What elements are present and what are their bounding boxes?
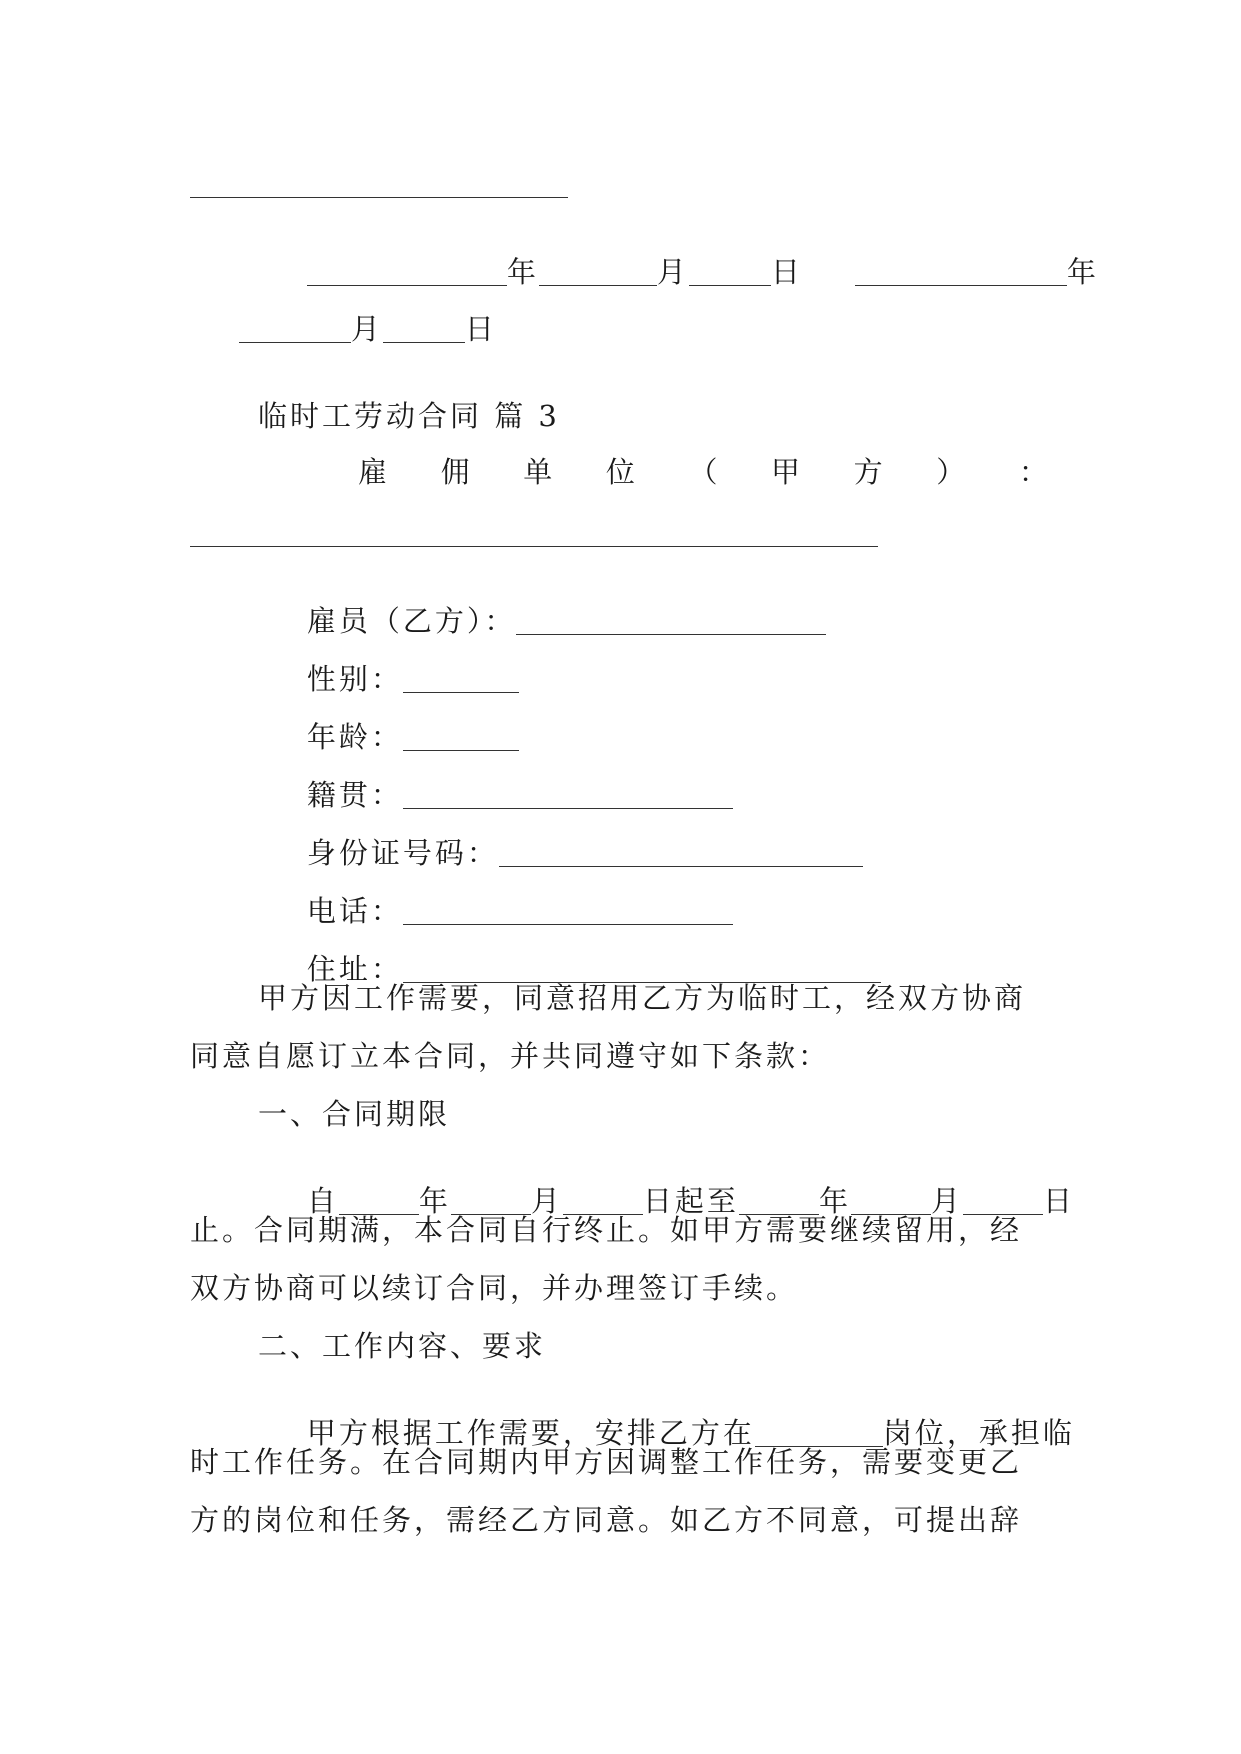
phone-label: 电话： — [306, 894, 403, 928]
section-2-heading: 二、工作内容、要求 — [258, 1329, 547, 1363]
blank — [403, 692, 519, 693]
gender-label: 性别： — [306, 662, 403, 696]
date-line-1b — [806, 229, 1099, 316]
blank — [539, 285, 657, 286]
text: 日起至 — [642, 1184, 739, 1218]
text: 月 — [930, 1184, 963, 1218]
employer-char: 单 — [523, 455, 553, 489]
work-line-3: 方的岗位和任务，需经乙方同意。如乙方不同意，可提出辞 — [190, 1503, 1023, 1537]
text: 岗位，承担临 — [882, 1416, 1075, 1450]
month-label: 月 — [656, 255, 689, 289]
term-line-2: 止。合同期满，本合同自行终止。如甲方需要继续留用，经 — [190, 1213, 1023, 1247]
blank — [516, 634, 826, 635]
blank — [499, 866, 863, 867]
day-label: 日 — [464, 312, 497, 346]
blank — [855, 285, 1067, 286]
text: 月 — [530, 1184, 563, 1218]
employer-label — [358, 455, 1048, 489]
employer-char: 雇 — [358, 455, 388, 489]
blank — [403, 750, 519, 751]
employer-blank-line — [190, 546, 878, 547]
intro-line-2: 同意自愿订立本合同，并共同遵守如下条款： — [190, 1039, 831, 1073]
blank — [403, 924, 733, 925]
text: 自 — [306, 1184, 339, 1218]
contract-title: 临时工劳动合同 篇 3 — [258, 399, 560, 433]
text: 年 — [418, 1184, 451, 1218]
work-line-2: 时工作任务。在合同期内甲方因调整工作任务，需要变更乙 — [190, 1445, 1023, 1479]
day-label: 日 — [770, 255, 803, 289]
term-line-3: 双方协商可以续订合同，并办理签订手续。 — [190, 1271, 799, 1305]
blank — [403, 808, 733, 809]
blank — [689, 285, 771, 286]
blank — [239, 342, 351, 343]
year-label: 年 — [1066, 255, 1099, 289]
intro-line-1: 甲方因工作需要，同意招用乙方为临时工，经双方协商 — [258, 981, 1027, 1015]
employer-char: （ — [688, 455, 718, 489]
id-number-label: 身份证号码： — [306, 836, 499, 870]
employer-char: ） — [936, 455, 966, 489]
employer-char: 甲 — [771, 455, 801, 489]
employer-char: 佣 — [440, 455, 470, 489]
employee-label: 雇员（乙方）： — [306, 604, 517, 638]
signature-blank-line — [190, 197, 568, 198]
address-label: 住址： — [306, 952, 403, 986]
text: 年 — [818, 1184, 851, 1218]
year-label: 年 — [506, 255, 539, 289]
text: 日 — [1042, 1184, 1075, 1218]
employer-char: 方 — [853, 455, 883, 489]
employer-char: 位 — [605, 455, 635, 489]
blank — [383, 342, 465, 343]
date-line-2 — [190, 286, 497, 373]
age-label: 年龄： — [306, 720, 403, 754]
native-place-label: 籍贯： — [306, 778, 403, 812]
employer-char: ： — [1018, 455, 1048, 489]
month-label: 月 — [350, 312, 383, 346]
text: 甲方根据工作需要，安排乙方在 — [306, 1416, 755, 1450]
section-1-heading: 一、合同期限 — [258, 1097, 451, 1131]
